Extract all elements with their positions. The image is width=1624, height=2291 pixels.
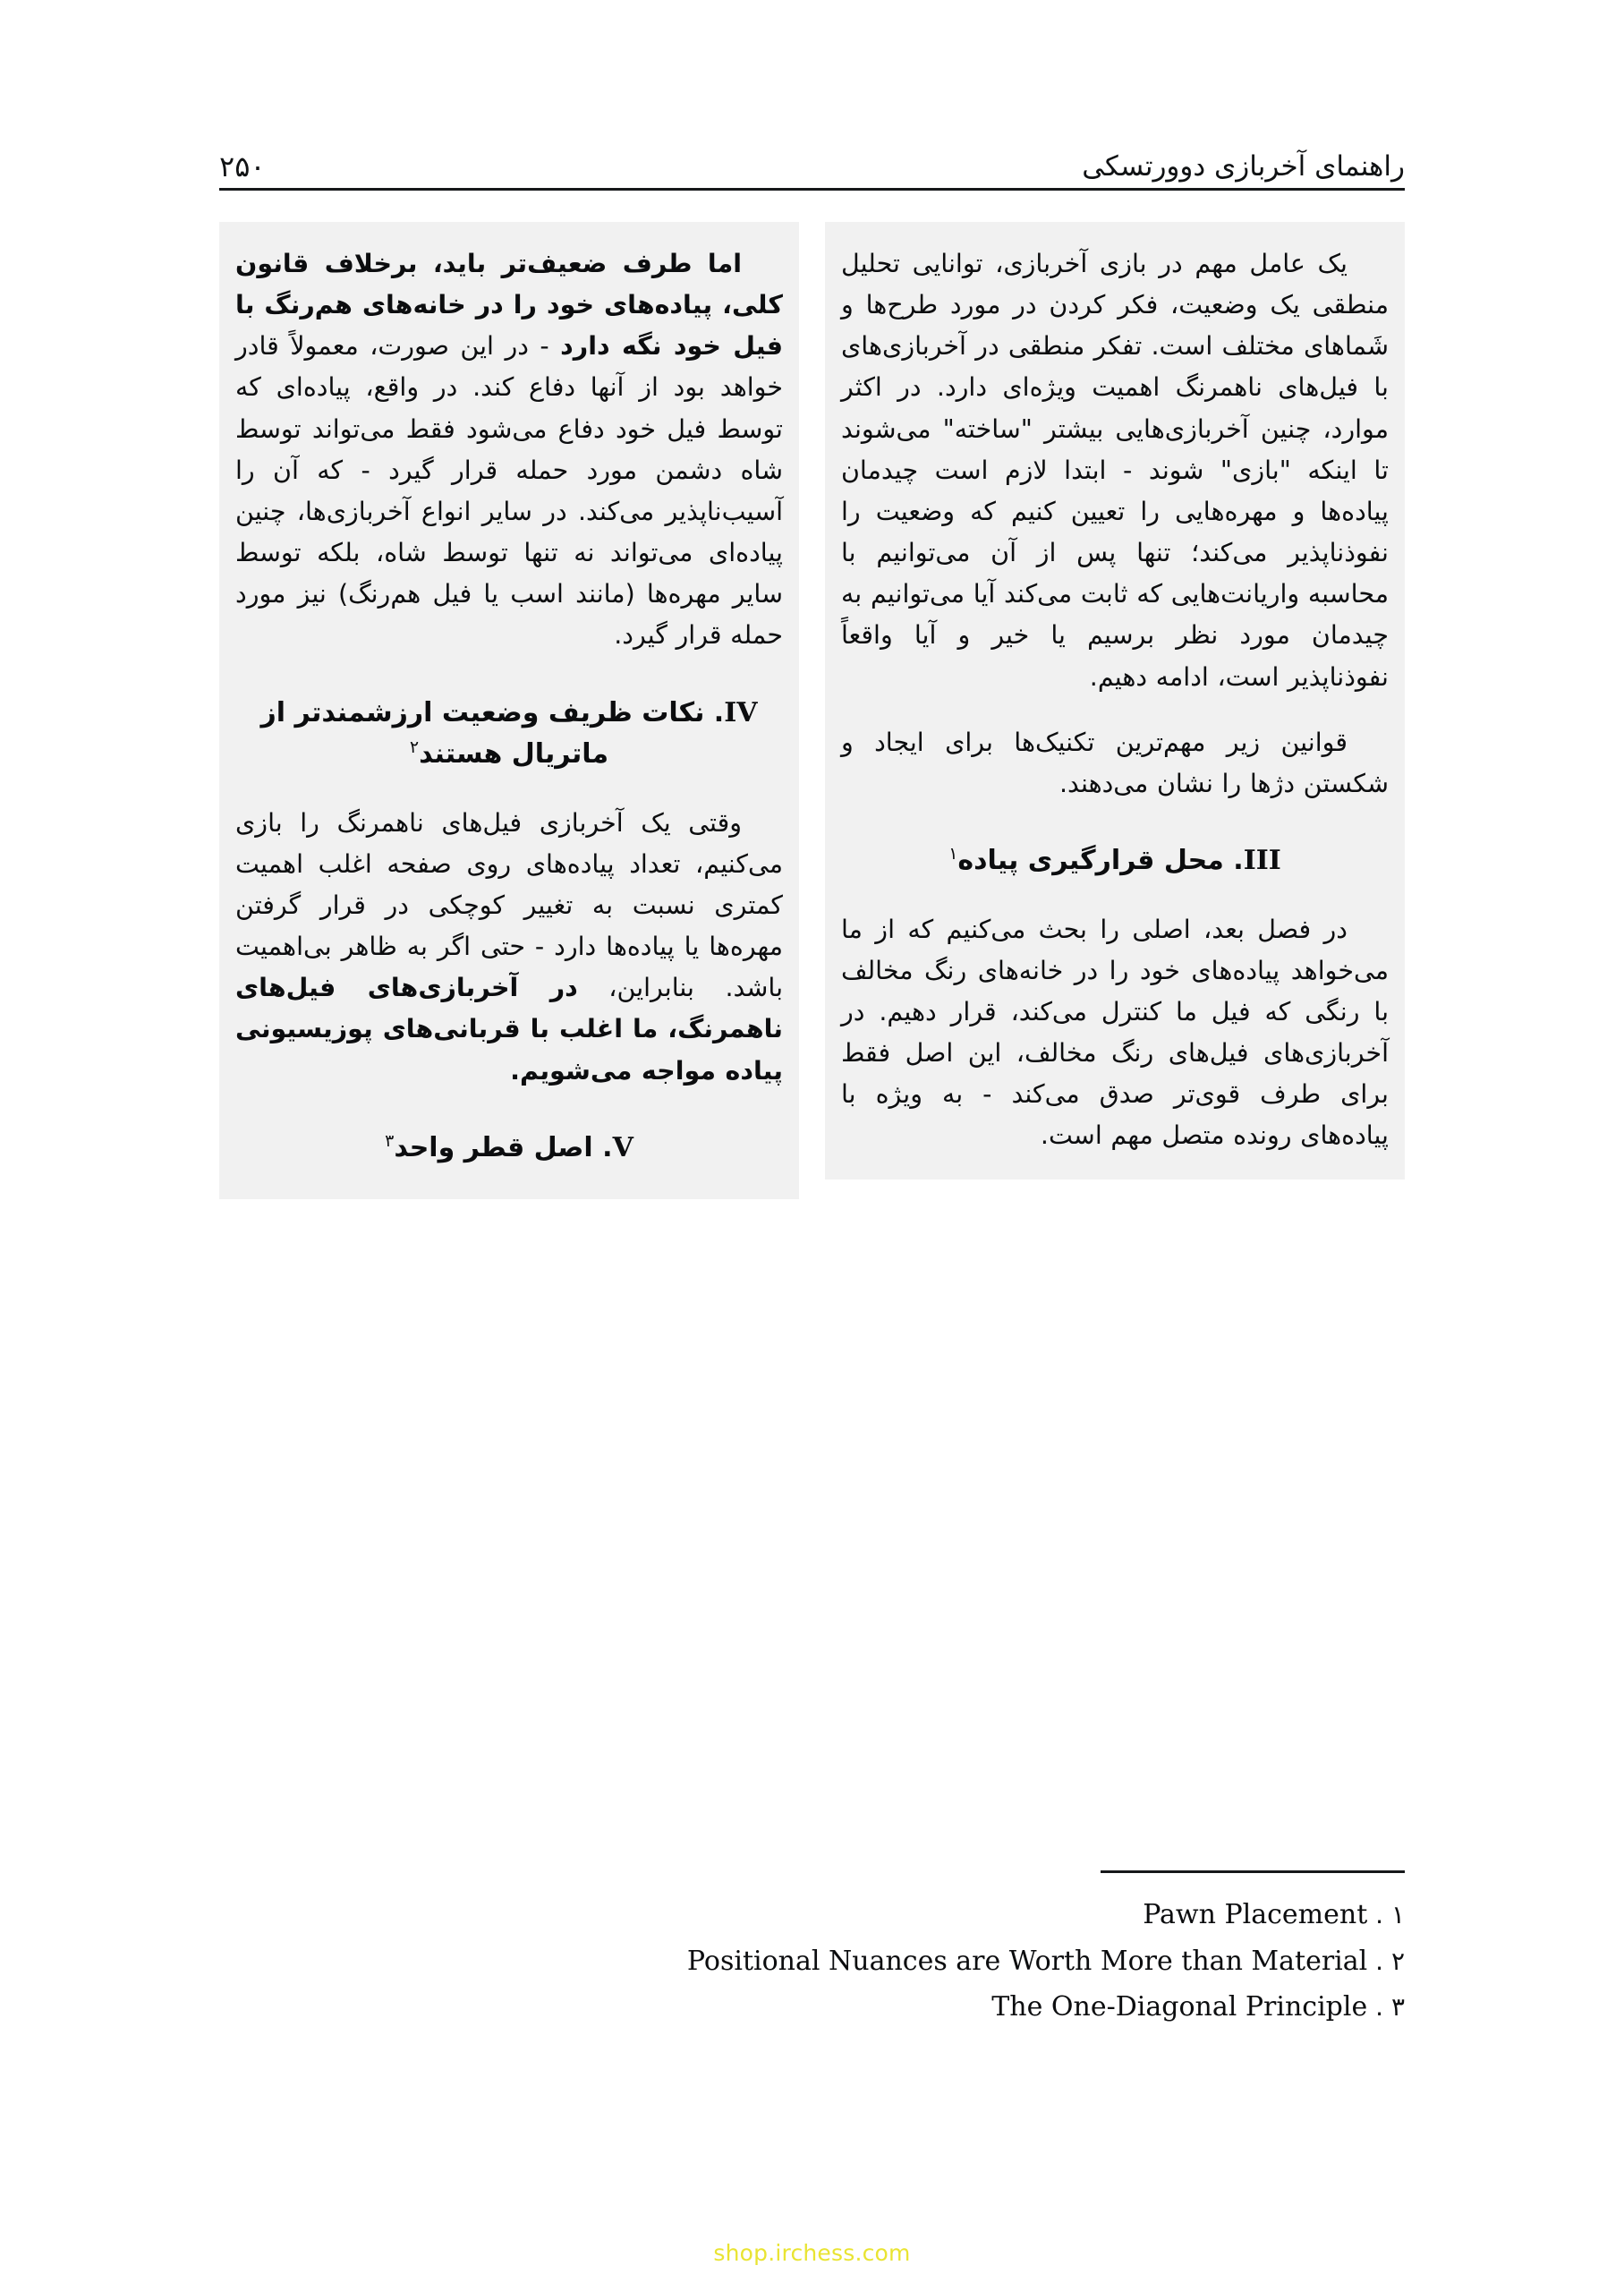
paragraph-positional-sacrifices-bold-tail: در آخربازی‌های فیل‌های ناهمرنگ، ما اغلب با قربانی‌های پوزیسیونی پیاده مواجه می‌شویم. — [235, 973, 783, 1086]
heading-iv-text: . نکات ظریف وضعیت ارزشمندتر از ماتریال هستند — [260, 696, 725, 771]
running-head-title: راهنمای آخربازی دوورتسکی — [1082, 150, 1405, 183]
heading-section-iv — [235, 693, 783, 776]
paragraph-positional-sacrifices — [235, 803, 783, 1092]
running-head — [219, 115, 1405, 191]
heading-iii-text: . محل قرارگیری پیاده — [957, 845, 1244, 877]
body-columns — [219, 222, 1405, 1199]
paragraph-weaker-side-bold-lead: اما طرف ضعیف‌تر باید، برخلاف قانون کلی، پیاده‌های خود را در خانه‌های هم‌رنگ با فیل خود نگه دارد — [235, 249, 783, 362]
site-watermark: shop.irchess.com — [713, 2240, 911, 2266]
footnote-separator-rule — [1101, 1870, 1405, 1873]
footnote-item — [219, 1941, 1405, 1982]
footnotes-area — [219, 1870, 1405, 2033]
paragraph-rules-intro: قوانین زیر مهم‌ترین تکنیک‌ها برای ایجاد و شکستن دژها را نشان می‌دهند. — [841, 727, 1389, 798]
column-left — [219, 222, 799, 1199]
footnote-item — [219, 1987, 1405, 2028]
paragraph-intro: یک عامل مهم در بازی آخربازی، توانایی تحلیل منطقی یک وضعیت، فکر کردن در مورد طرح‌ها و شَماهای مختلف است. تفکر منطقی در آخربازی‌های با فیل‌های ناهمرنگ اهمیت ویژه‌ای دارد. در اکثر موارد، چنین آخربازی‌هایی بیشتر "ساخته" می‌شوند تا اینکه "بازی" شوند - ابتدا لازم است چیدمان پیاده‌ها و مهره‌هایی را تعیین کنیم که وضعیت را نفوذناپذیر می‌کند؛ تنها پس از آن می‌توانیم با محاسبه واریانت‌هایی که ثابت می‌کند آیا می‌توانیم به چیدمان مورد نظر برسیم یا خیر و آیا واقعاً نفوذناپذیر است، ادامه دهیم. — [841, 249, 1389, 692]
paragraph-positional-sacrifices-body: وقتی یک آخربازی فیل‌های ناهمرنگ را بازی می‌کنیم، تعداد پیاده‌های روی صفحه اغلب اهمیت کمتری نسبت به تغییر کوچکی در قرار گرفتن مهره‌ها یا پیاده‌ها دارد - حتی اگر به ظاهر بی‌اهمیت باشد. بنابراین، — [235, 807, 783, 1003]
footnote-dot: . — [1367, 1992, 1391, 2023]
page-number: ۲۵۰ — [219, 149, 266, 183]
heading-v-text: . اصل قطر واحد — [394, 1131, 613, 1163]
footnote-text: Pawn Placement — [1143, 1899, 1368, 1930]
footnote-number: ۲ — [1390, 1946, 1405, 1976]
footnote-text: Positional Nuances are Worth More than Material — [686, 1945, 1368, 1977]
footnote-item — [219, 1895, 1405, 1936]
column-right — [825, 222, 1405, 1180]
heading-iv-roman: IV — [724, 696, 758, 728]
footnote-dot: . — [1367, 1900, 1391, 1929]
heading-section-iii — [841, 840, 1389, 882]
heading-v-roman: V — [612, 1131, 633, 1163]
heading-v-footnote-marker: ۳ — [385, 1130, 395, 1151]
paragraph-weaker-side-body: - در این صورت، معمولاً قادر خواهد بود از آنها دفاع کند. در واقع، پیاده‌ای که توسط فیل خود دفاع می‌شود فقط می‌تواند توسط شاه دشمن مورد حمله قرار گیرد - که آن را آسیب‌ناپذیر می‌کند. در سایر انواع آخربازی‌ها، چنین پیاده‌ای می‌تواند نه تنها توسط شاه، بلکه توسط سایر مهره‌ها (مانند اسب یا فیل هم‌رنگ) نیز مورد حمله قرار گیرد. — [235, 331, 783, 651]
footnote-number: ۱ — [1390, 1900, 1405, 1929]
paragraph-weaker-side — [235, 243, 783, 657]
footnote-dot: . — [1367, 1946, 1391, 1976]
heading-iv-footnote-marker: ۲ — [409, 737, 420, 758]
paragraph-pawn-placement: در فصل بعد، اصلی را بحث می‌کنیم که از ما می‌خواهد پیاده‌های خود را در خانه‌های رنگ مخالف با رنگی که فیل ما کنترل می‌کند، قرار دهیم. در آخربازی‌های فیل‌های رنگ مخالف، این اصل فقط برای طرف قوی‌تر صدق می‌کند - به ویژه با پیاده‌های رونده متصل مهم است. — [841, 914, 1389, 1151]
heading-section-v — [235, 1128, 783, 1170]
heading-iii-roman: III — [1243, 845, 1281, 877]
footnote-number: ۳ — [1390, 1992, 1405, 2023]
footnote-text: The One-Diagonal Principle — [991, 1991, 1368, 2023]
heading-iii-footnote-marker: ۱ — [948, 844, 958, 864]
